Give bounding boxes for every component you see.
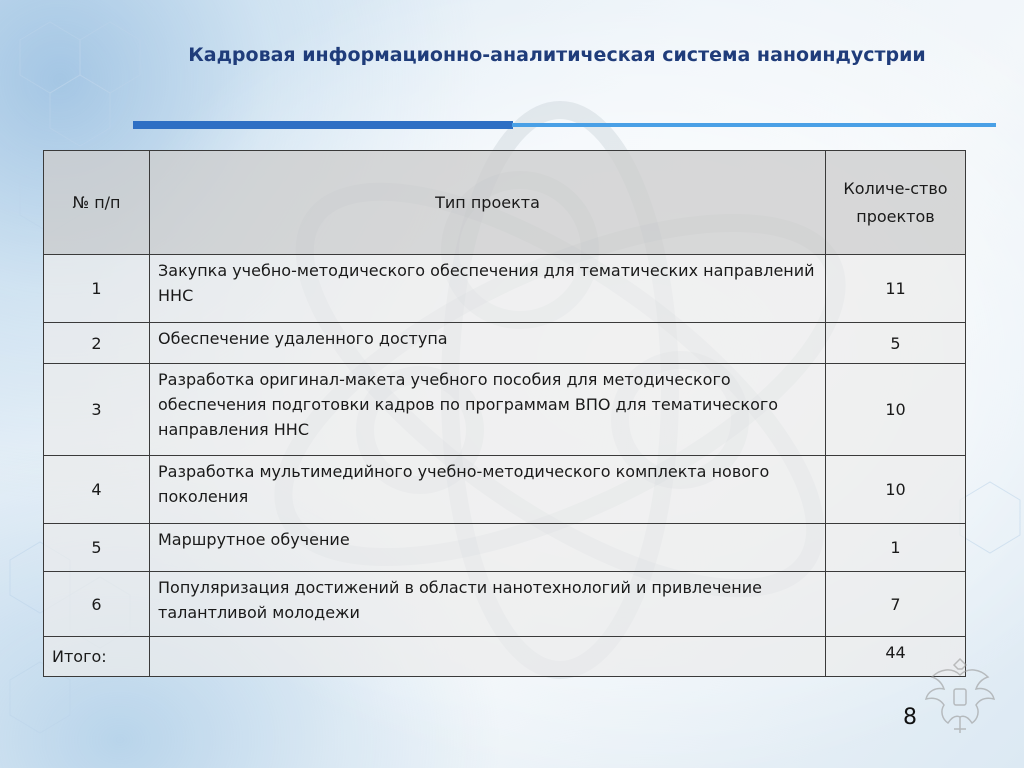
row-type: Закупка учебно-методического обеспечения для тематических направлений ННС bbox=[150, 255, 826, 323]
row-count: 5 bbox=[826, 323, 966, 364]
slide-title: Кадровая информационно-аналитическая система наноиндустрии bbox=[188, 44, 926, 66]
table-header-row bbox=[44, 151, 966, 255]
row-type: Обеспечение удаленного доступа bbox=[150, 323, 826, 364]
header-type: Тип проекта bbox=[150, 151, 826, 255]
row-num: 4 bbox=[44, 456, 150, 524]
header-count bbox=[826, 151, 966, 255]
row-type: Разработка мультимедийного учебно-методического комплекта нового поколения bbox=[150, 456, 826, 524]
row-num: 6 bbox=[44, 572, 150, 637]
table-row bbox=[44, 524, 966, 572]
page-number: 8 bbox=[903, 705, 917, 730]
projects-table bbox=[43, 150, 966, 677]
row-count: 11 bbox=[826, 255, 966, 323]
row-count: 7 bbox=[826, 572, 966, 637]
coat-of-arms-emblem bbox=[918, 655, 1002, 739]
table-row bbox=[44, 364, 966, 456]
row-type: Разработка оригинал-макета учебного пособия для методического обеспечения подготовки кадров по программам ВПО для тематического направления ННС bbox=[150, 364, 826, 456]
total-label: Итого: bbox=[44, 637, 150, 677]
header-count-label: Количе-ство проектов bbox=[843, 178, 948, 226]
row-count: 10 bbox=[826, 456, 966, 524]
total-value: 44 bbox=[826, 637, 966, 677]
table-row bbox=[44, 456, 966, 524]
row-type: Маршрутное обучение bbox=[150, 524, 826, 572]
table-row bbox=[44, 323, 966, 364]
table-total-row bbox=[44, 637, 966, 677]
header-num: № п/п bbox=[44, 151, 150, 255]
table-row bbox=[44, 572, 966, 637]
row-num: 1 bbox=[44, 255, 150, 323]
total-empty-cell bbox=[150, 637, 826, 677]
row-count: 1 bbox=[826, 524, 966, 572]
row-num: 2 bbox=[44, 323, 150, 364]
row-num: 3 bbox=[44, 364, 150, 456]
table-row bbox=[44, 255, 966, 323]
title-accent-bar-light bbox=[512, 123, 996, 127]
row-type: Популяризация достижений в области нанотехнологий и привлечение талантливой молодежи bbox=[150, 572, 826, 637]
row-num: 5 bbox=[44, 524, 150, 572]
row-count: 10 bbox=[826, 364, 966, 456]
title-accent-bar-dark bbox=[133, 121, 513, 129]
